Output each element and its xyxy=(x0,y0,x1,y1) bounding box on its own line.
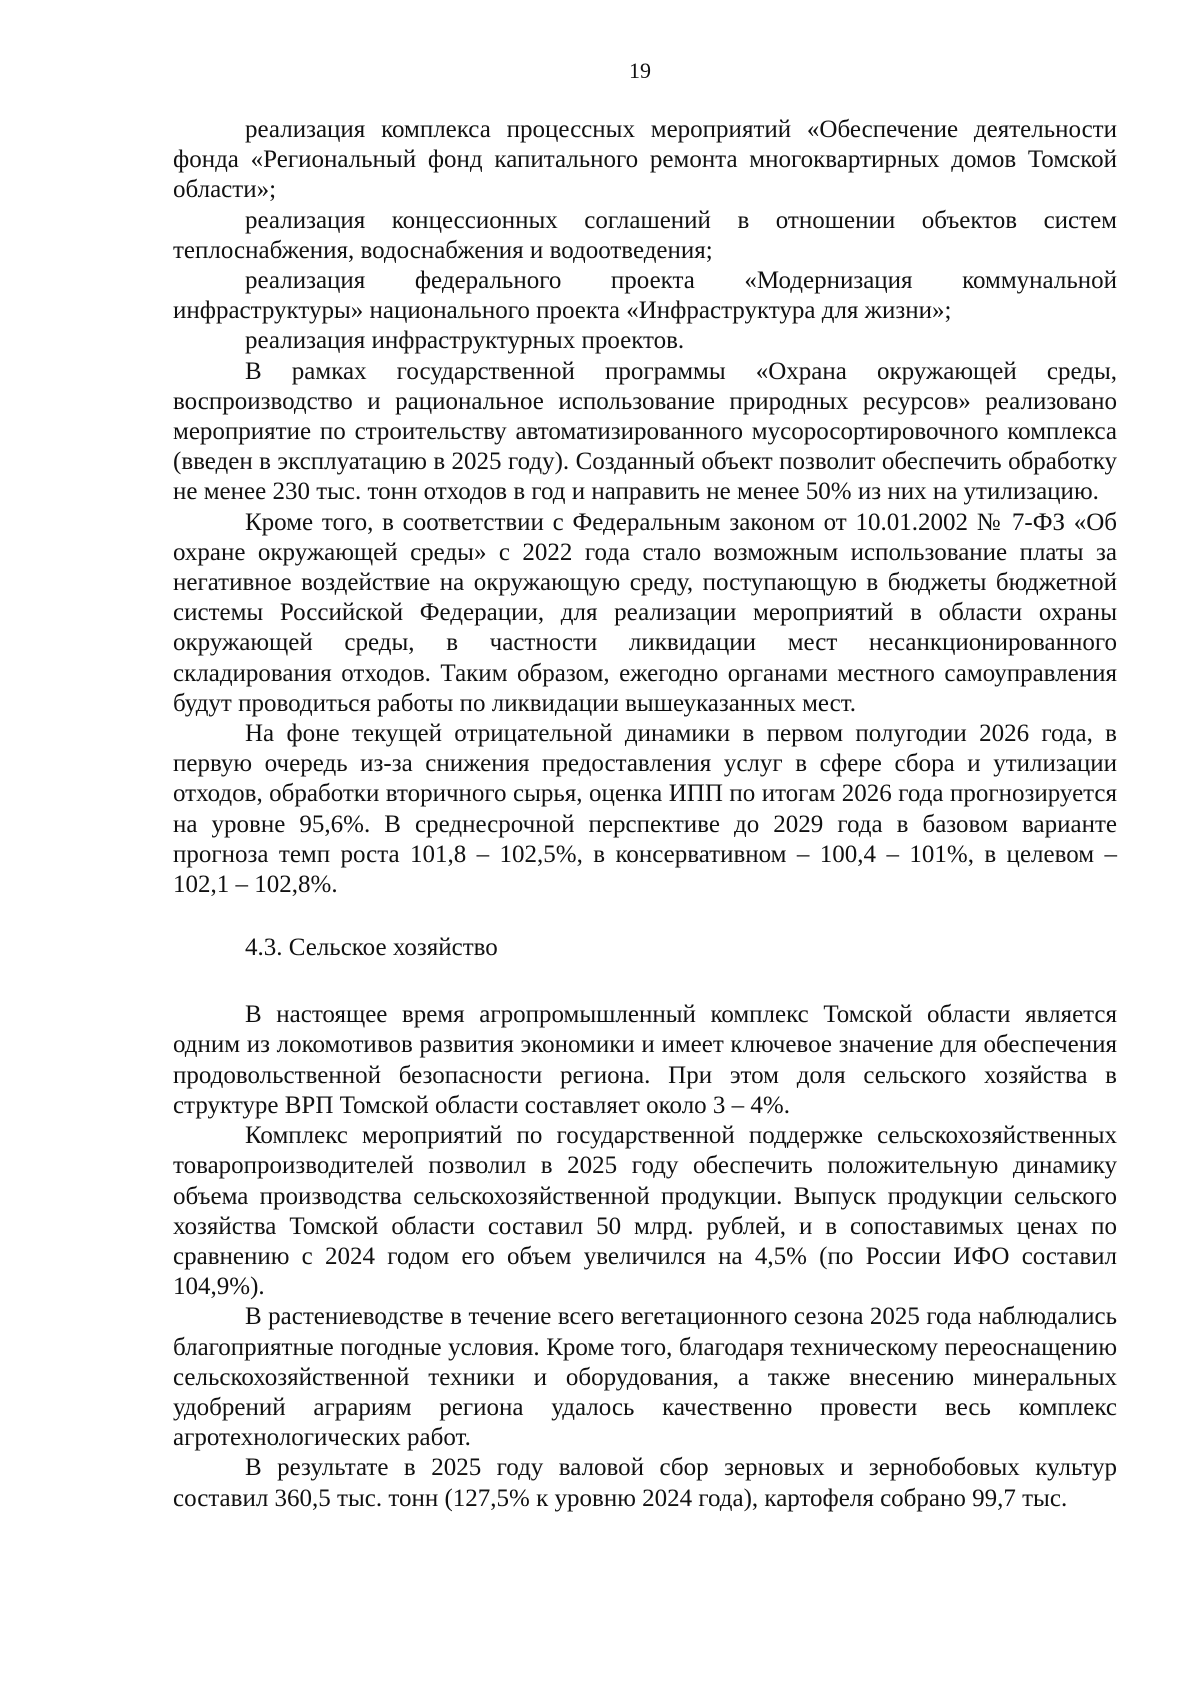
paragraph: В рамках государственной программы «Охрана окружающей среды, воспроизводство и рациональное использование природных ресурсов» реализовано мероприятие по строительству автоматизированного мусоросортировочного комплекса (введен в эксплуатацию в 2025 году). Созданный объект позволит обеспечить обработку не менее 230 тыс. тонн отходов в год и направить не менее 50% из них на утилизацию. xyxy=(173,357,1117,506)
paragraph: В растениеводстве в течение всего вегетационного сезона 2025 года наблюдались благоприятные погодные условия. Кроме того, благодаря техническому переоснащению сельскохозяйственной техники и оборудования, а также внесению минеральных удобрений аграриям региона удалось качественно провести весь комплекс агротехнологических работ. xyxy=(173,1303,1117,1452)
paragraph: На фоне текущей отрицательной динамики в первом полугодии 2026 года, в первую очередь из-за снижения предоставления услуг в сфере сбора и утилизации отходов, обработки вторичного сырья, оценка ИПП по итогам 2026 года прогнозируется на уровне 95,6%. В среднесрочной перспективе до 2029 года в базовом варианте прогноза темп роста 101,8 – 102,5%, в консервативном – 100,4 – 101%, в целевом – 102,1 – 102,8%. xyxy=(173,720,1117,899)
paragraph: В настоящее время агропромышленный комплекс Томской области является одним из локомотивов развития экономики и имеет ключевое значение для обеспечения продовольственной безопасности региона. При этом доля сельского хозяйства в структуре ВРП Томской области составляет около 3 – 4%. xyxy=(173,1001,1117,1119)
paragraph: В результате в 2025 году валовой сбор зерновых и зернобобовых культур составил 360,5 тыс. тонн (127,5% к уровню 2024 года), картофеля собрано 99,7 тыс. xyxy=(173,1454,1117,1512)
paragraph: реализация комплекса процессных мероприятий «Обеспечение деятельности фонда «Региональный фонд капитального ремонта многоквартирных домов Томской области»; xyxy=(173,116,1117,204)
paragraph: Кроме того, в соответствии с Федеральным законом от 10.01.2002 № 7-ФЗ «Об охране окружающей среды» с 2022 года стало возможным использование платы за негативное воздействие на окружающую среду, поступающую в бюджеты бюджетной системы Российской Федерации, для реализации мероприятий в области охраны окружающей среды, в частности ликвидации мест несанкционированного складирования отходов. Таким образом, ежегодно органами местного самоуправления будут проводиться работы по ликвидации вышеуказанных мест. xyxy=(173,508,1117,717)
paragraph: Комплекс мероприятий по государственной поддержке сельскохозяйственных товаропроизводителей позволил в 2025 году обеспечить положительную динамику объема производства сельскохозяйственной продукции. Выпуск продукции сельского хозяйства Томской области составил 50 млрд. рублей, и в сопоставимых ценах по сравнению с 2024 годом его объем увеличился на 4,5% (по России ИФО составил 104,9%). xyxy=(173,1122,1117,1301)
page-number: 19 xyxy=(629,58,651,83)
document-body xyxy=(173,115,1117,1514)
paragraph: реализация концессионных соглашений в отношении объектов систем теплоснабжения, водоснабжения и водоотведения; xyxy=(173,206,1117,264)
paragraph: реализация федерального проекта «Модернизация коммунальной инфраструктуры» национального проекта «Инфраструктура для жизни»; xyxy=(173,267,1117,325)
section-heading: 4.3. Сельское хозяйство xyxy=(245,934,498,962)
paragraph: реализация инфраструктурных проектов. xyxy=(245,327,685,355)
